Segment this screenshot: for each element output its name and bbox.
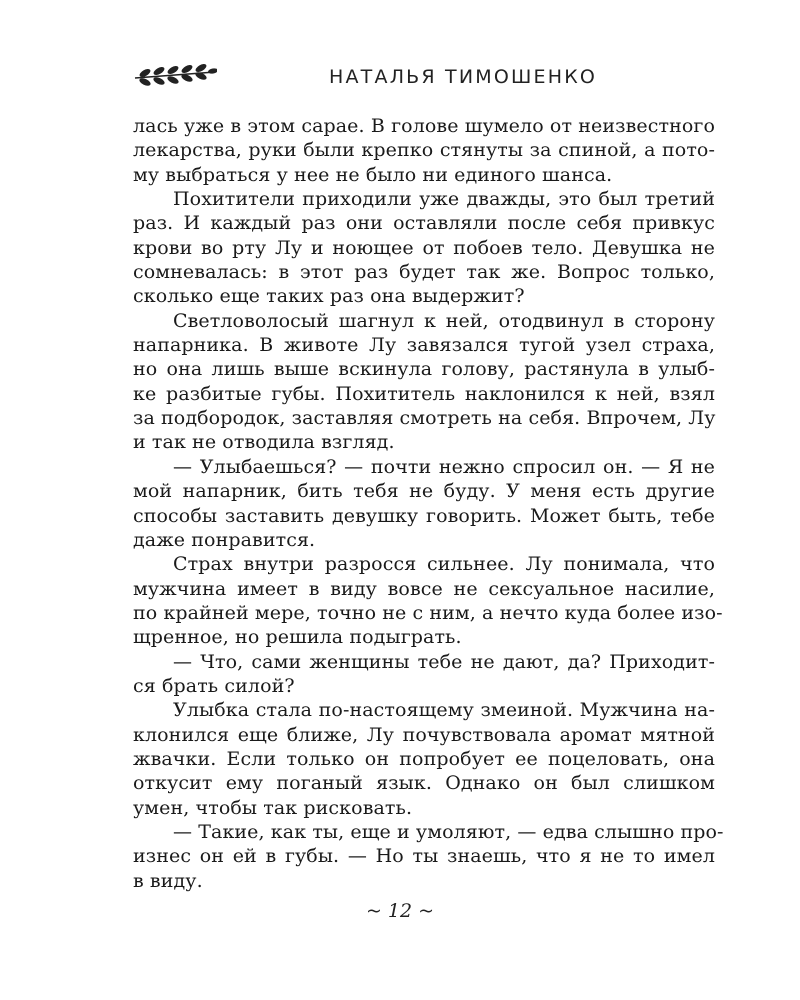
text-line: изнес он ей в губы. — Но ты знаешь, что я не то имел [133, 845, 715, 868]
text-line: ке разбитые губы. Похититель наклонился к ней, взял [133, 382, 715, 405]
text-line: откусит ему поганый язык. Однако он был слишком [133, 772, 715, 795]
text-line: — Такие, как ты, еще и умоляют, — едва слышно про- [173, 820, 724, 843]
running-header [133, 58, 713, 98]
text-line: сомневалась: в этот раз будет так же. Вопрос только, [133, 261, 715, 284]
text-line: способы заставить девушку говорить. Может быть, тебе [133, 504, 715, 527]
text-line: жвачки. Если только он попробует ее поцеловать, она [133, 747, 715, 770]
text-line: Страх внутри разросся сильнее. Лу понимала, что [173, 553, 715, 576]
author-name: НАТАЛЬЯ ТИМОШЕНКО [329, 66, 598, 88]
text-line: но она лишь выше вскинула голову, растянула в улыб- [133, 358, 715, 381]
text-line: — Улыбаешься? — почти нежно спросил он. — Я не [173, 455, 715, 478]
text-line: — Что, сами женщины тебе не дают, да? Приходит- [173, 650, 715, 673]
text-line: мой напарник, бить тебя не буду. У меня есть другие [133, 480, 715, 503]
text-line: Светловолосый шагнул к ней, отодвинул в сторону [173, 309, 715, 332]
page-body [133, 114, 724, 893]
text-line: напарника. В животе Лу завязался тугой узел страха, [133, 334, 715, 357]
text-line: щренное, но решила подыграть. [133, 626, 462, 649]
text-line: лась уже в этом сарае. В голове шумело от неизвестного [133, 115, 715, 137]
page-number: ~ 12 ~ [365, 900, 435, 922]
text-line: в виду. [133, 869, 203, 892]
text-line: Похитители приходили уже дважды, это был третий [173, 188, 715, 211]
text-line: мужчина имеет в виду вовсе не сексуальное насилие, [133, 577, 715, 600]
text-line: умен, чтобы так рисковать. [133, 796, 413, 819]
text-line: клонился еще ближе, Лу почувствовала аромат мятной [133, 723, 715, 746]
leaf-branch-icon [133, 62, 217, 88]
text-line: раз. И каждый раз они оставляли после себя привкус [133, 212, 715, 235]
text-line: за подбородок, заставляя смотреть на себя. Впрочем, Лу [133, 407, 716, 430]
text-line: лекарства, руки были крепко стянуты за спиной, а пото- [133, 139, 715, 162]
text-line: ся брать силой? [133, 674, 295, 697]
text-line: и так не отводила взгляд. [133, 431, 395, 454]
text-line: даже понравится. [133, 528, 316, 551]
text-line: му выбраться у нее не было ни единого шанса. [133, 163, 613, 186]
text-line: Улыбка стала по-настоящему змеиной. Мужчина на- [173, 699, 715, 722]
text-line: по крайней мере, точно не с ним, а нечто куда более изо- [133, 601, 723, 624]
text-line: крови во рту Лу и ноющее от побоев тело. Девушка не [133, 236, 715, 259]
text-line: сколько еще таких раз она выдержит? [133, 285, 525, 308]
